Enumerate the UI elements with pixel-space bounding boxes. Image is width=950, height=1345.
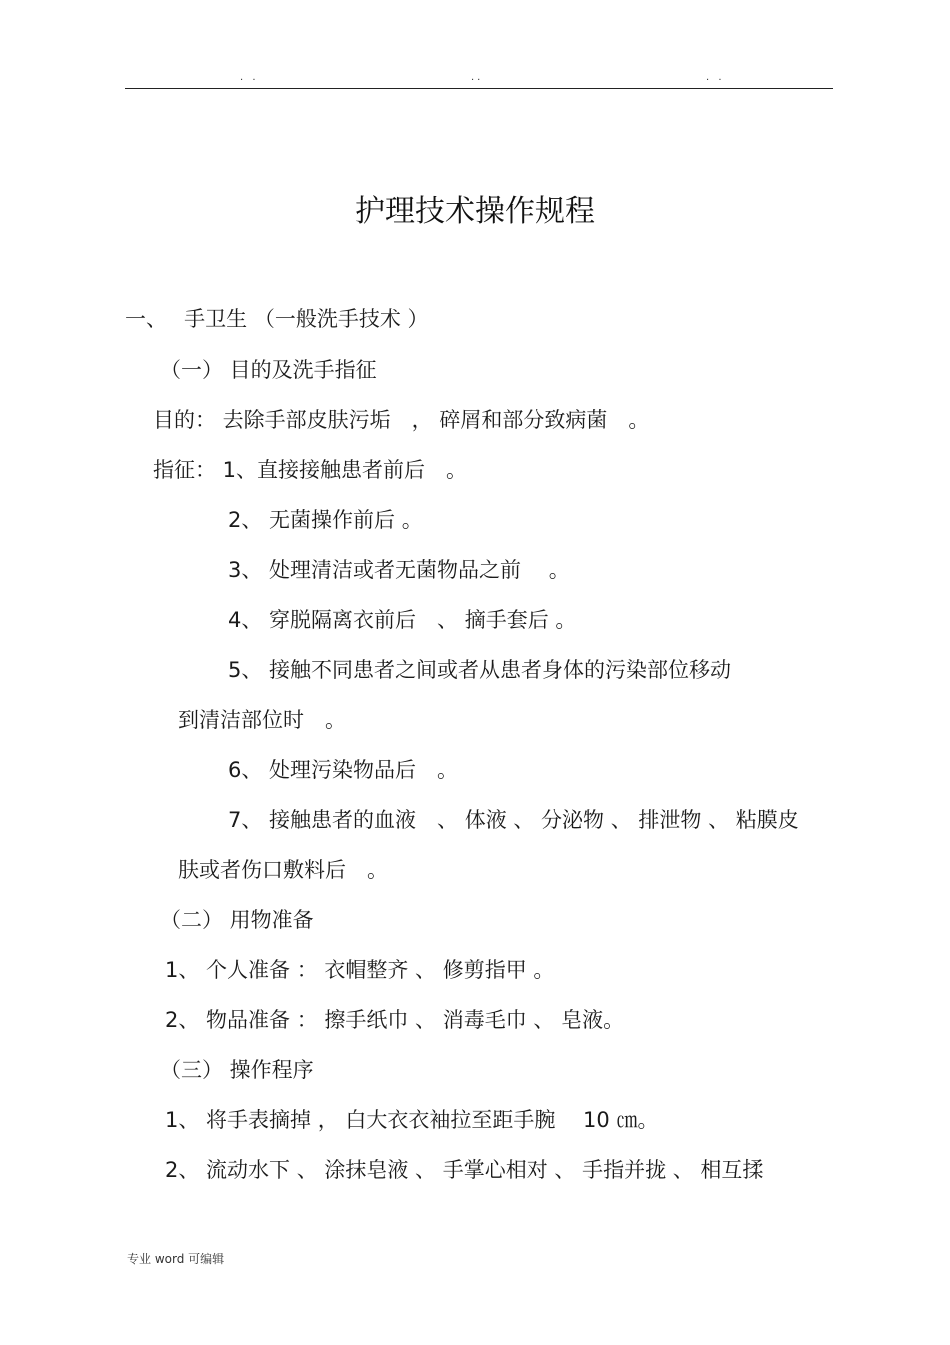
list-item: 6、 处理污染物品后 。 bbox=[228, 758, 459, 782]
page-footer: 专业 word 可编辑 bbox=[127, 1252, 225, 1266]
list-item: 2、 无菌操作前后 。 bbox=[228, 508, 423, 532]
subsection-heading: （一） 目的及洗手指征 bbox=[160, 358, 377, 382]
document-title: 护理技术操作规程 bbox=[355, 194, 595, 229]
header-mark-center: .. bbox=[471, 72, 484, 83]
header-mark-right: . . bbox=[706, 72, 725, 83]
list-item: 1、 个人准备 ： 衣帽整齐 、 修剪指甲 。 bbox=[165, 958, 555, 982]
list-item-continuation: 肤或者伤口敷料后 。 bbox=[178, 858, 388, 882]
paragraph-line: 目的： 去除手部皮肤污垢 ， 碎屑和部分致病菌 。 bbox=[153, 408, 650, 432]
subsection-heading: （三） 操作程序 bbox=[160, 1058, 314, 1082]
list-item: 2、 流动水下 、 涂抹皂液 、 手掌心相对 、 手指并拢 、 相互揉 bbox=[165, 1158, 764, 1182]
list-item-continuation: 到清洁部位时 。 bbox=[178, 708, 346, 732]
list-item: 5、 接触不同患者之间或者从患者身体的污染部位移动 bbox=[228, 658, 732, 682]
list-item: 3、 处理清洁或者无菌物品之前 。 bbox=[228, 558, 570, 582]
list-item: 2、 物品准备 ： 擦手纸巾 、 消毒毛巾 、 皂液。 bbox=[165, 1008, 625, 1032]
header-mark-left: . . bbox=[240, 72, 259, 83]
subsection-heading: （二） 用物准备 bbox=[160, 908, 314, 932]
list-item: 1、 将手表摘掉 ， 白大衣衣袖拉至距手腕 10 ㎝。 bbox=[165, 1108, 659, 1132]
section-heading: 一、 手卫生 （一般洗手技术 ） bbox=[125, 307, 429, 331]
list-item: 7、 接触患者的血液 、 体液 、 分泌物 、 排泄物 、 粘膜皮 bbox=[228, 808, 799, 832]
paragraph-line: 指征： 1、直接接触患者前后 。 bbox=[153, 458, 468, 482]
list-item: 4、 穿脱隔离衣前后 、 摘手套后 。 bbox=[228, 608, 577, 632]
header-rule bbox=[125, 88, 833, 89]
